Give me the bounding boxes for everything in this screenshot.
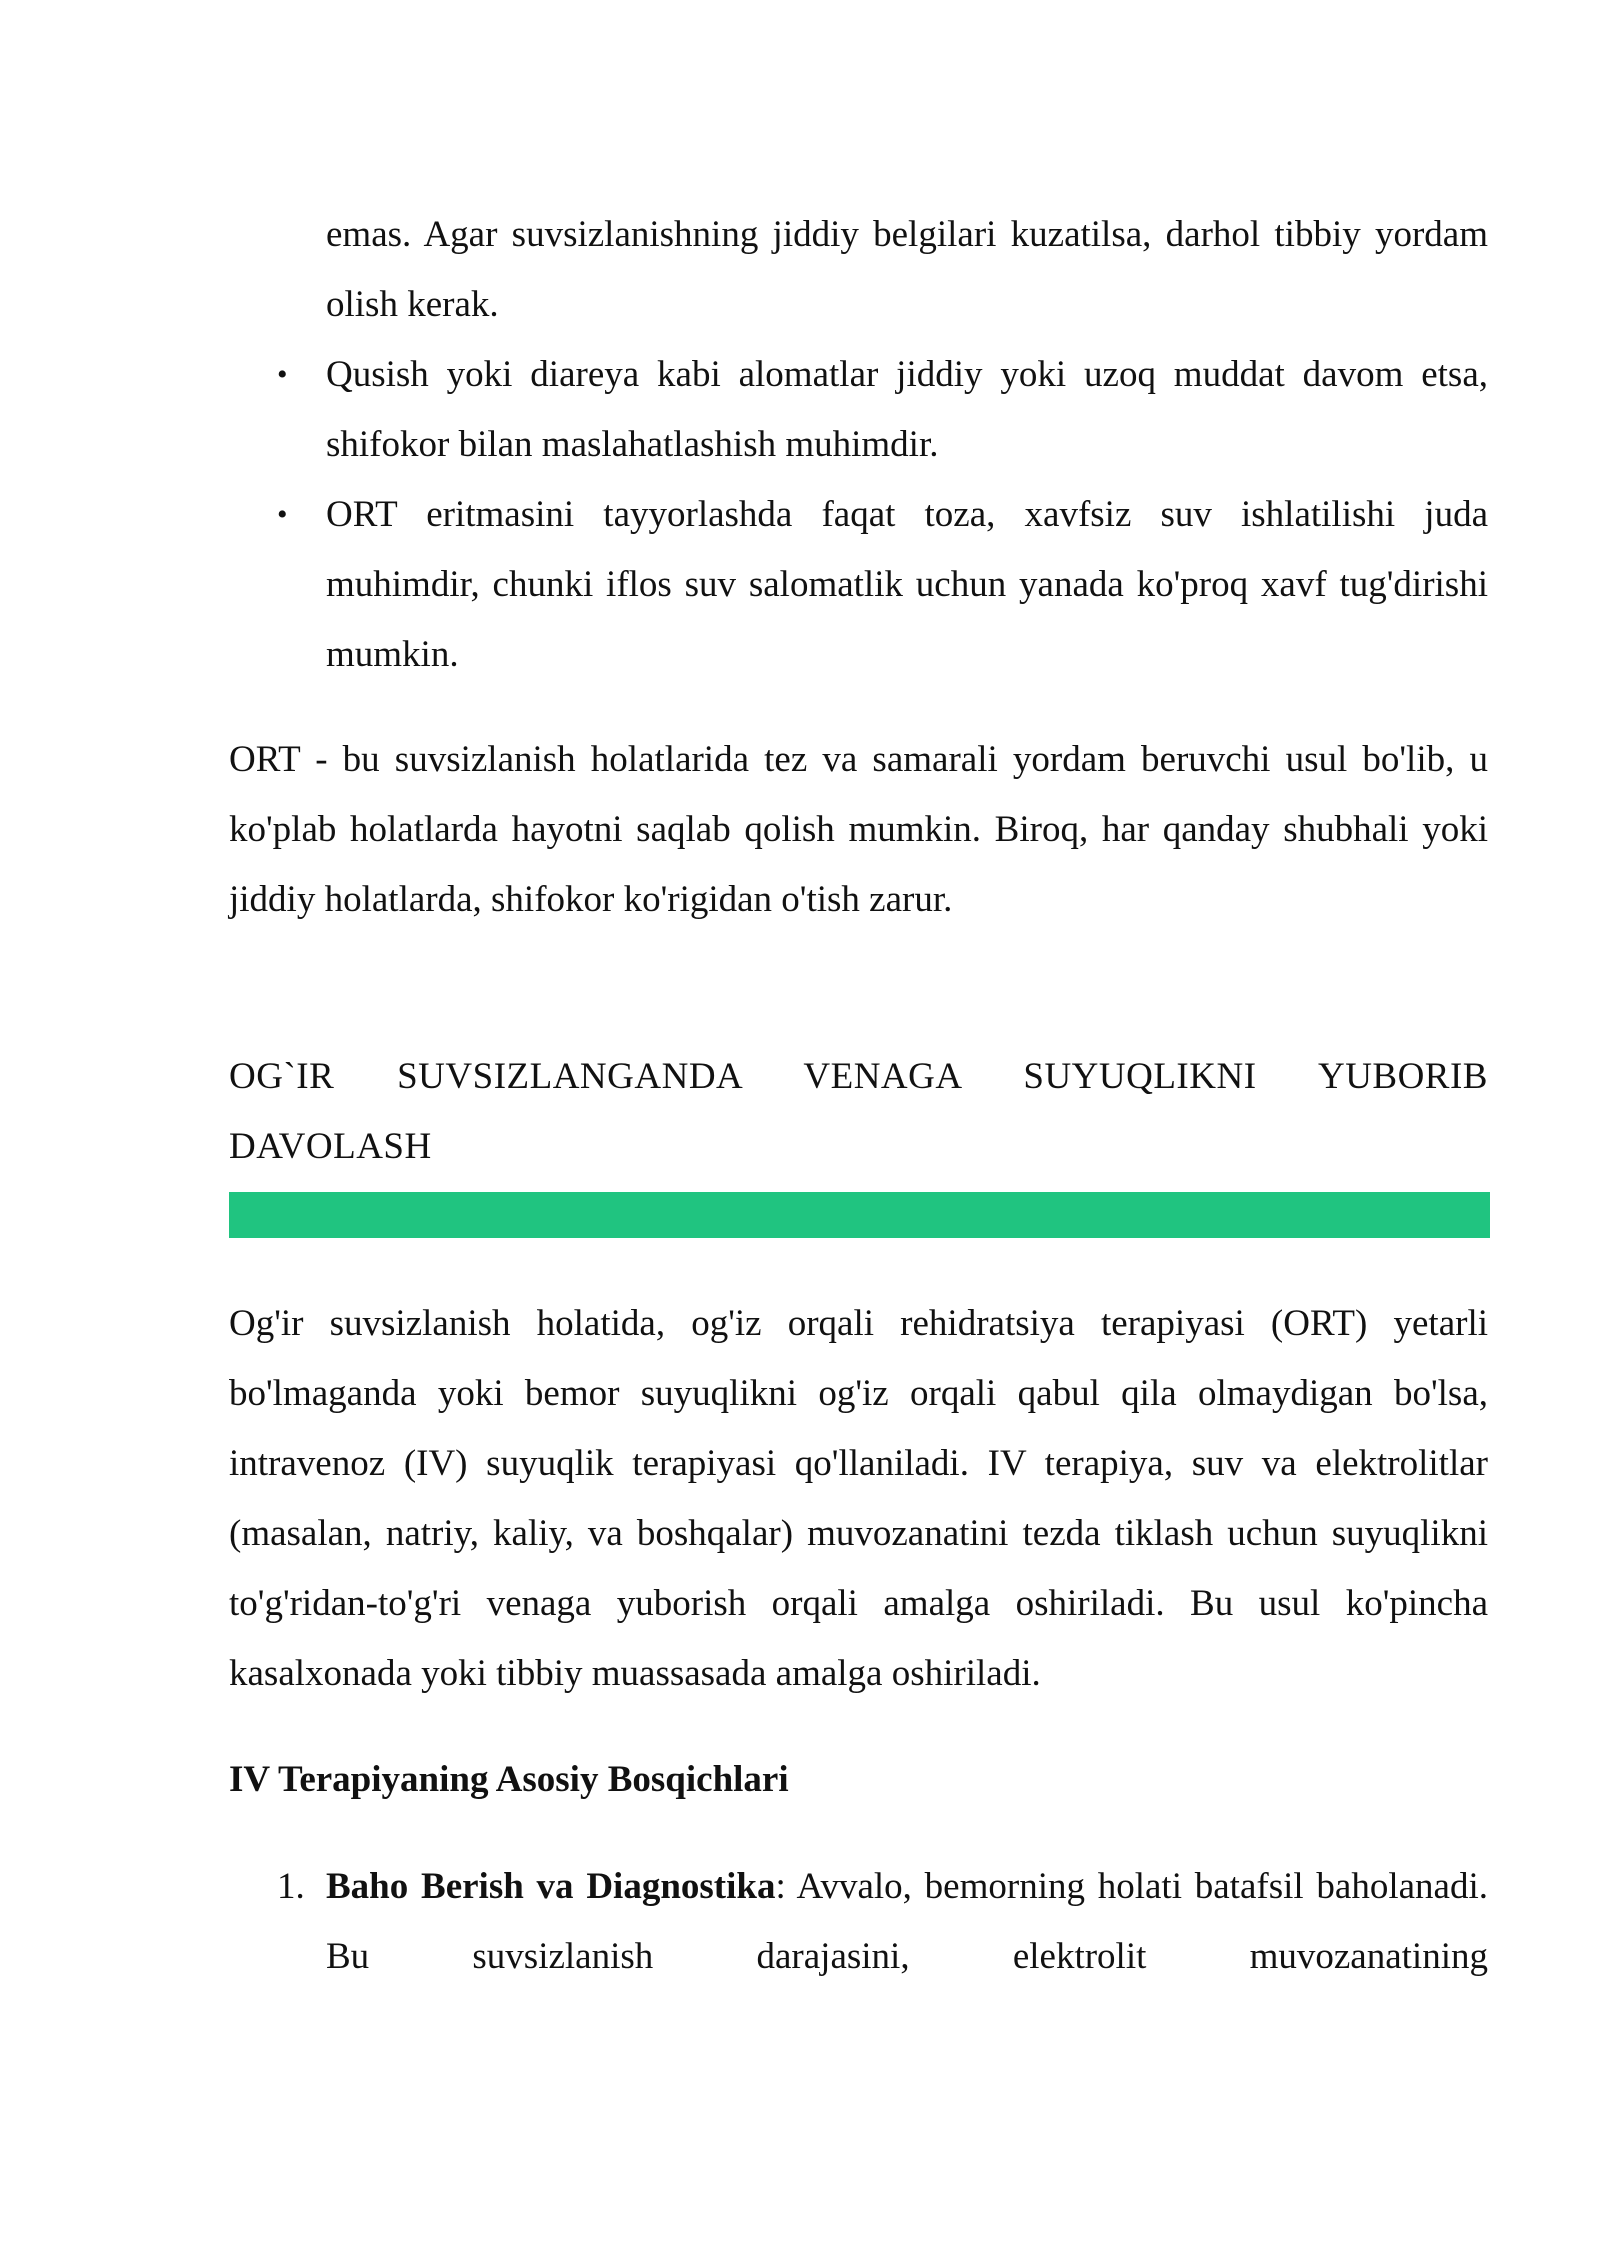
sub-heading: IV Terapiyaning Asosiy Bosqichlari — [229, 1759, 789, 1800]
step-term: Baho Berish va Diagnostika — [326, 1866, 776, 1907]
step-separator: : — [775, 1866, 786, 1907]
bullet-item — [229, 340, 1488, 480]
bullet-marker: • — [277, 498, 288, 531]
bullet-text: ORT eritmasini tayyorlashda faqat toza, xavfsiz suv ishlatilishi juda muhimdir, chunki iflos suv salomatlik uchun yanada ko'proq xavf tug'dirishi mumkin. — [326, 494, 1488, 675]
bullet-marker: • — [277, 358, 288, 391]
section-heading: OG`IR SUVSIZLANGANDA VENAGA SUYUQLIKNI YUBORIB DAVOLASH — [229, 1056, 1488, 1167]
bullet-text: Qusish yoki diareya kabi alomatlar jiddiy yoki uzoq muddat davom etsa, shifokor bilan maslahatlashish muhimdir. — [326, 354, 1488, 465]
step-text: Avvalo, bemorning holati batafsil baholanadi. Bu suvsizlanish darajasini, elektrolit muvozanatining — [326, 1866, 1488, 1977]
numbered-list-item — [229, 1852, 1488, 1992]
continuation-paragraph: emas. Agar suvsizlanishning jiddiy belgilari kuzatilsa, darhol tibbiy yordam olish kerak. — [326, 214, 1488, 325]
step-number: 1. — [277, 1866, 305, 1907]
intro-paragraph: Og'ir suvsizlanish holatida, og'iz orqali rehidratsiya terapiyasi (ORT) yetarli bo'lmaganda yoki bemor suyuqlikni og'iz orqali qabul qila olmaydigan bo'lsa, intravenoz (IV) suyuqlik terapiyasi qo'llaniladi. IV terapiya, suv va elektrolitlar (masalan, natriy, kaliy, va boshqalar) muvozanatini tezda tiklash uchun suyuqlikni to'g'ridan-to'g'ri venaga yuborish orqali amalga oshiriladi. Bu usul ko'pincha kasalxonada yoki tibbiy muassasada amalga oshiriladi. — [229, 1303, 1488, 1694]
summary-paragraph: ORT - bu suvsizlanish holatlarida tez va samarali yordam beruvchi usul bo'lib, u ko'plab holatlarda hayotni saqlab qolish mumkin. Biroq, har qanday shubhali yoki jiddiy holatlarda, shifokor ko'rigidan o'tish zarur. — [229, 739, 1488, 920]
bullet-list — [229, 340, 1488, 690]
bullet-item — [229, 480, 1488, 690]
numbered-list — [229, 1852, 1488, 1992]
section-accent-bar — [229, 1192, 1490, 1238]
